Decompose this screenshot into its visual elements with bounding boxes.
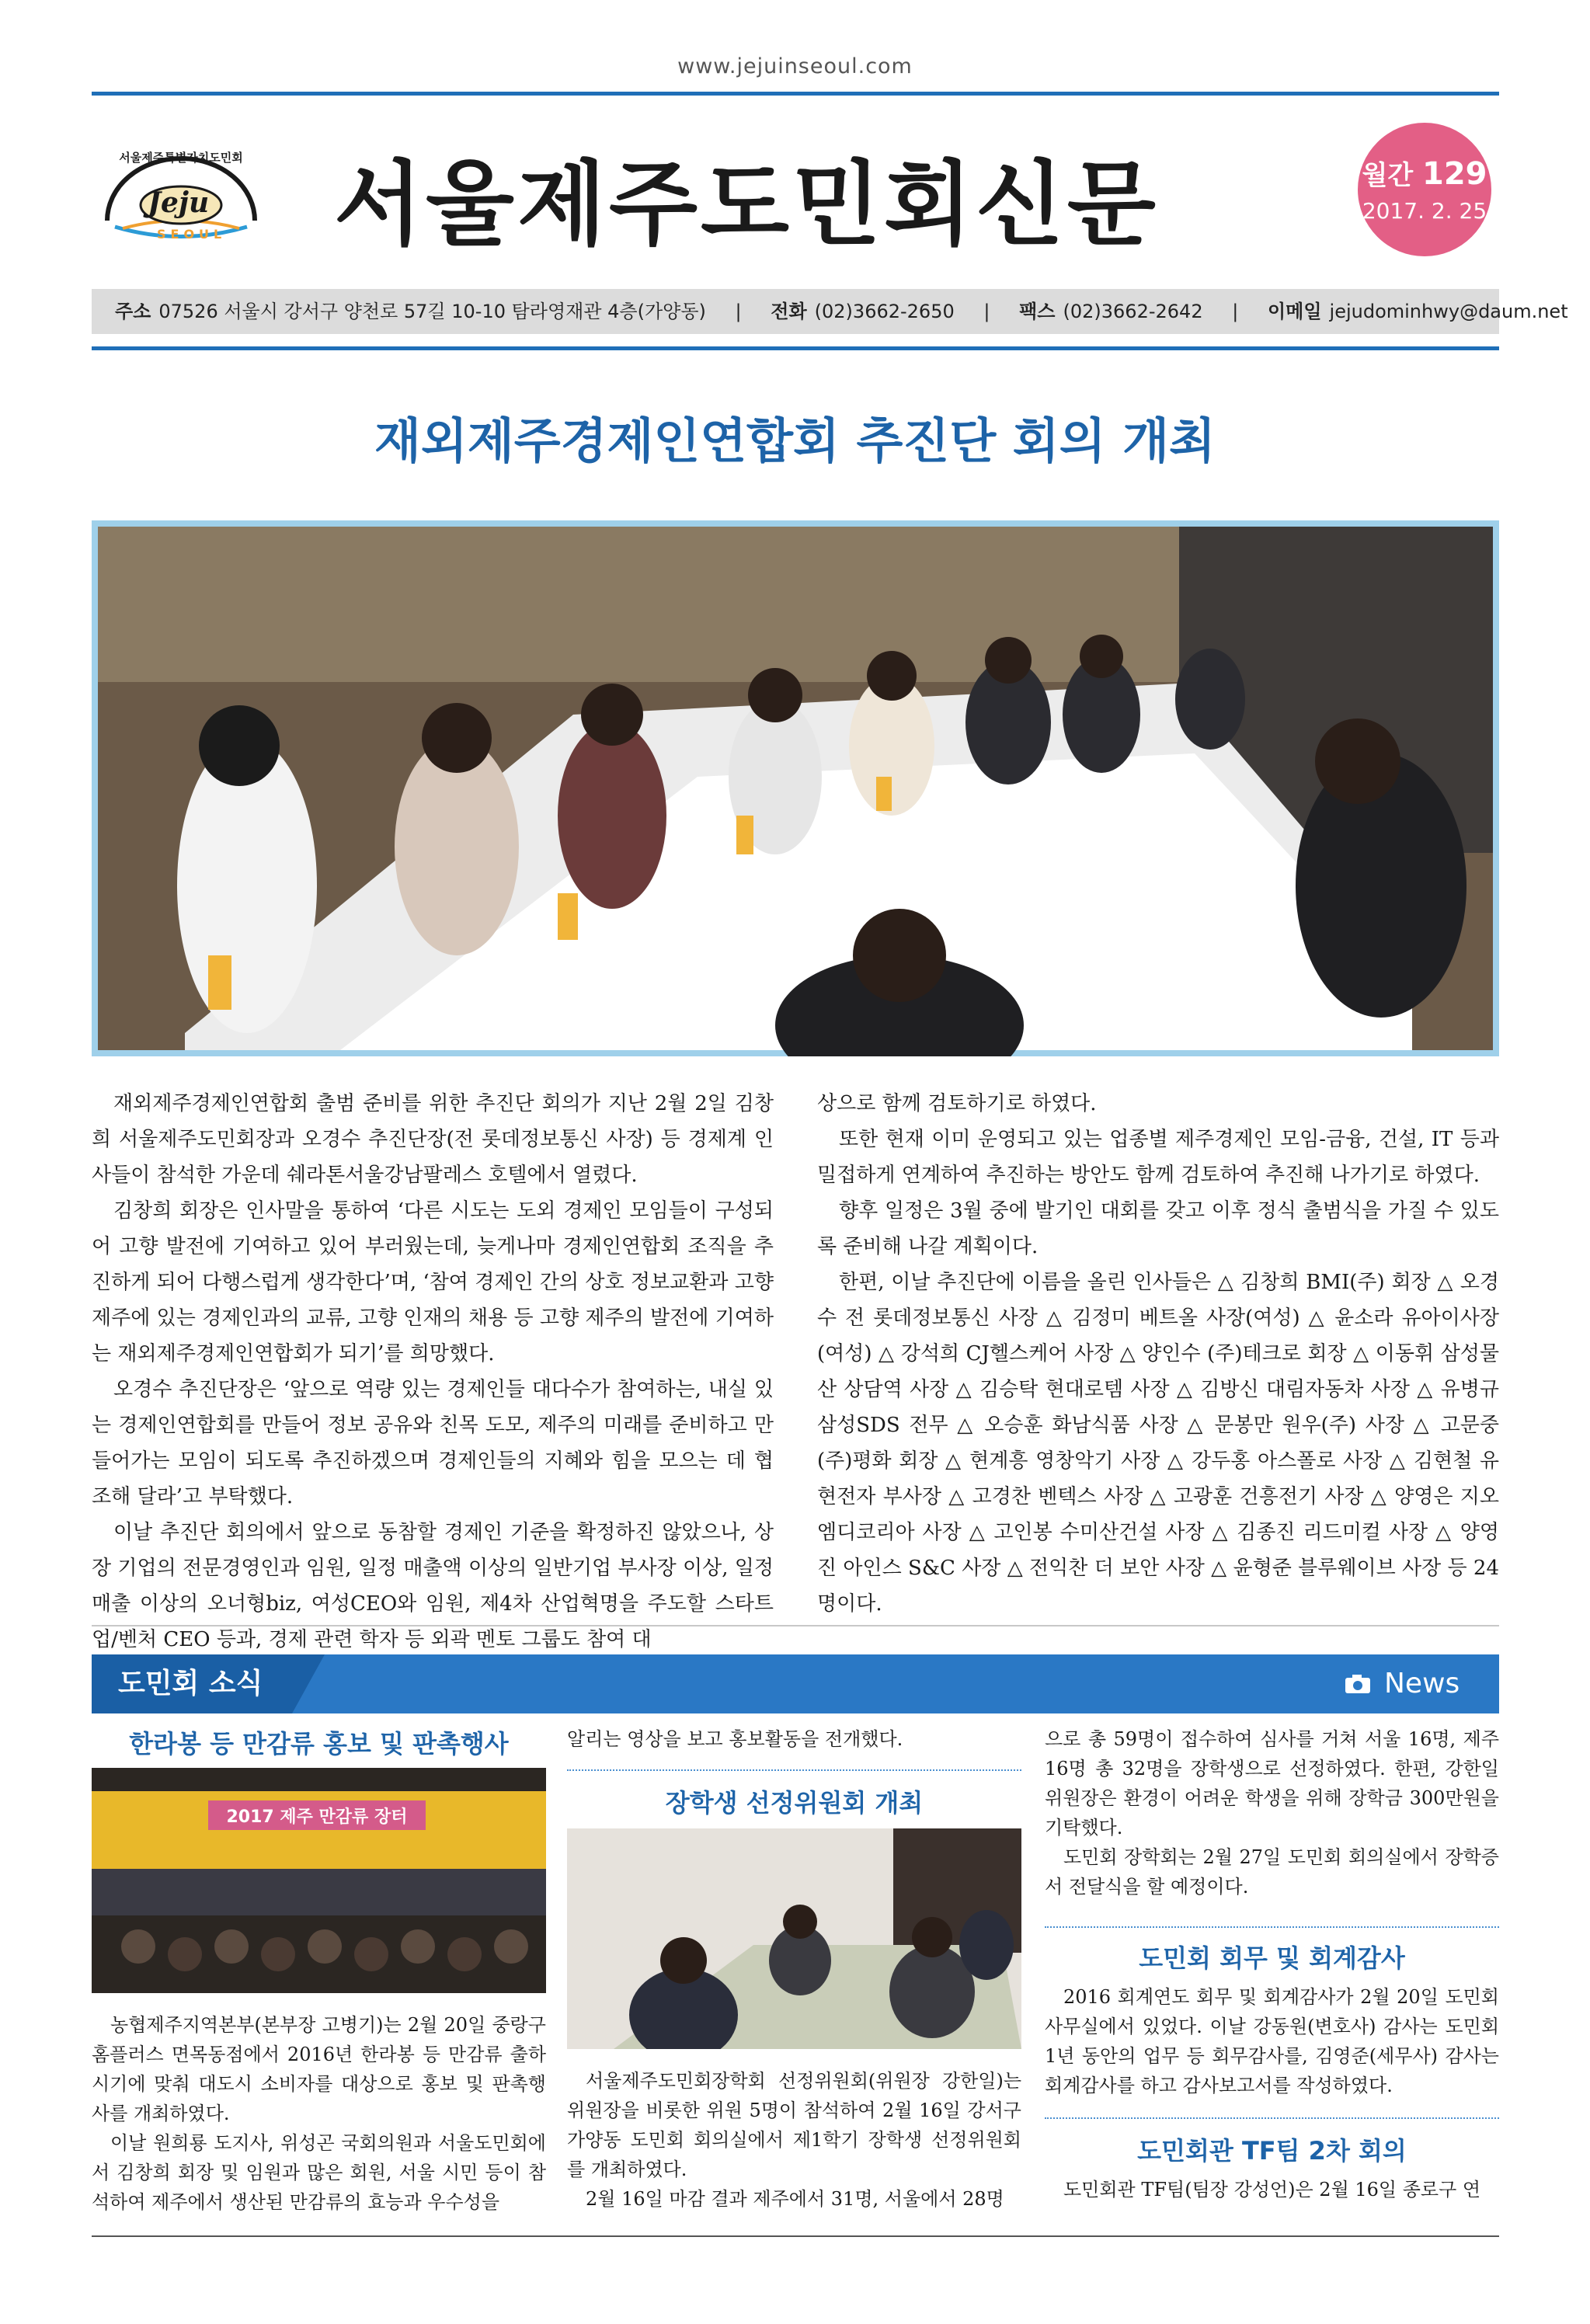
news-paragraph: 도민회관 TF팀(팀장 강성언)은 2월 16일 종로구 연 [1063,2179,1481,2200]
separator: | [735,301,742,322]
header-bottom-rule [92,346,1499,350]
issue-badge [1358,123,1491,256]
article-paragraph: 한편, 이날 추진단에 이름을 올린 인사들은 △ 김창희 BMI(주) 회장 △ 오경수 전 롯데정보통신 사장 △ 김정미 베트올 사장(여성) △ 윤소라 유아이사장(여성) △ 강석희 CJ헬스케어 사장 △ 양인수 (주)테크로 회장 △ 이동휘 삼성물산 상담역 사장 △ 김승탁 현대로템 사장 △ 김방신 대림자동차 사장 △ 유병규 삼성SDS 전무 △ 오승훈 화남식품 사장 △ 문봉만 원우(주) 사장 △ 고문중 (주)평화 회장 △ 현계흥 영창악기 사장 △ 강두홍 아스폴로 사장 △ 김현철 유현전자 부사장 △ 고경찬 벤텍스 사장 △ 고광훈 건흥전기 사장 △ 양영은 지오엠디코리아 사장 △ 고인봉 수미산건설 사장 △ 김종진 리드미컬 사장 △ 양영진 아인스 S&C 사장 △ 전익찬 더 보안 사장 △ 윤형준 블루웨이브 사장 등 24명이다. [817,1271,1499,1616]
news-section-title: 도민회 소식 [118,1668,263,1700]
news-paragraph: 으로 총 59명이 접수하여 심사를 거쳐 서울 16명, 제주 16명 총 32명을 장학생으로 선정하였다. 한편, 강한일 위원장은 환경이 어려운 학생을 위해 장학금 300만원을 기탁했다. [1045,1728,1499,1839]
site-url: www.jejuinseoul.com [677,54,913,78]
article-paragraph: 이날 추진단 회의에서 앞으로 동참할 경제인 기준을 확정하진 않았으나, 상장 기업의 전문경영인과 임원, 일정 매출액 이상의 일반기업 부사장 이상, 일정 매출 이상의 오너형biz, 여성CEO와 임원, 제4차 산업혁명을 주도할 스타트업/벤처 CEO 등과, 경제 관련 학자 등 외곽 멘토 그룹도 참여 대 [92,1521,774,1651]
fax-label: 팩스 [1019,301,1056,322]
address-label: 주소 [115,301,151,322]
camera-icon [1344,1673,1372,1695]
logo [92,149,270,242]
news-paragraph: 2016 회계연도 회무 및 회계감사가 2월 20일 도민회 사무실에서 있었다. 이날 강동원(변호사) 감사는 도민회 1년 동안의 업무 등 회무감사를, 김영준(세무사) 감사는 회계감사를 하고 감사보고서를 작성하였다. [1045,1986,1499,2096]
phone-value: (02)3662-2650 [814,301,955,322]
dotted-divider [567,1769,1021,1771]
audit-body [1045,1982,1499,2100]
news-label: News [1384,1668,1460,1700]
hallabong-photo [92,1768,546,1993]
event-banner-text: 2017 제주 만감류 장터 [226,1807,408,1827]
contact-bar [92,289,1568,334]
news-headline-tf: 도민회관 TF팀 2차 회의 [1137,2136,1407,2166]
email-label: 이메일 [1267,301,1322,322]
col3-top-text [1045,1724,1499,1901]
article-left-column [92,1086,774,1658]
article-paragraph: 김창희 회장은 인사말을 통하여 ‘다른 시도는 도외 경제인 모임들이 구성되어 고향 발전에 기여하고 있어 부러웠는데, 늦게나마 경제인연합회 조직을 추진하게 되어 다행스럽게 생각한다’며, ‘참여 경제인 간의 상호 정보교환과 고향 제주에 있는 경제인과의 교류, 고향 인재의 채용 등 고향 제주의 발전에 기여하는 재외제주경제인연합회가 되기’를 희망했다. [92,1199,774,1366]
logo-ring-text: 서울제주특별자치도민회 [119,151,243,165]
newspaper-title: 서울제주도민회신문 [334,150,1159,258]
article-paragraph: 상으로 함께 검토하기로 하였다. [817,1092,1097,1115]
news-paragraph: 이날 원희룡 도지사, 위성곤 국회의원과 서울도민회에서 김창희 회장 및 임원과 많은 회원, 서울 시민 등이 참석하여 제주에서 생산된 만감류의 효능과 우수성을 [92,2132,546,2213]
email-value: jejudominhwy@daum.net [1329,301,1568,322]
fax-value: (02)3662-2642 [1063,301,1203,322]
top-rule [92,92,1499,96]
news-paragraph: 서울제주도민회장학회 선정위원회(위원장 강한일)는 위원장을 비롯한 위원 5명이 참석하여 2월 16일 강서구 가양동 도민회 회의실에서 제1학기 장학생 선정위원회를 개최하였다. [567,2070,1021,2180]
hallabong-event-illustration [92,1768,546,1993]
dotted-divider [1045,2117,1499,2119]
phone-label: 전화 [771,301,807,322]
tf-body [1045,2175,1499,2204]
scholarship-meeting-illustration [567,1828,1021,2049]
article-paragraph: 또한 현재 이미 운영되고 있는 업종별 제주경제인 모임-금융, 건설, IT 등과 밀접하게 연계하여 추진하는 방안도 함께 검토하여 추진해 나가기로 하였다. [817,1128,1499,1187]
article-paragraph: 재외제주경제인연합회 출범 준비를 위한 추진단 회의가 지난 2월 2일 김창희 서울제주도민회장과 오경수 추진단장(전 롯데정보통신 사장) 등 경제계 인사들이 참석한 가운데 쉐라톤서울강남팔레스 호텔에서 열렸다. [92,1092,774,1187]
issue-number: 129 [1422,156,1487,192]
article-paragraph: 오경수 추진단장은 ‘앞으로 역량 있는 경제인들 대다수가 참여하는, 내실 있는 경제인연합회를 만들어 정보 공유와 친목 도모, 제주의 미래를 준비하고 만들어가는 모임이 되도록 추진하겠으며 경제인들의 지혜와 힘을 모으는 데 협조해 달라’고 부탁했다. [92,1378,774,1508]
news-headline-hallabong: 한라봉 등 만감류 홍보 및 판촉행사 [129,1729,509,1759]
logo-sub: SEOUL [157,227,227,242]
scholarship-photo [567,1828,1021,2049]
address-value: 07526 서울시 강서구 양천로 57길 10-10 탐라영재관 4층(가양동) [158,301,706,322]
article-right-column [817,1086,1499,1622]
page-bottom-rule [92,2235,1499,2237]
article-paragraph: 향후 일정은 3월 중에 발기인 대회를 갖고 이후 정식 출범식을 가질 수 있도록 준비해 나갈 계획이다. [817,1199,1499,1258]
news-paragraph: 도민회 장학회는 2월 27일 도민회 회의실에서 장학증서 전달식을 할 예정이다. [1045,1846,1499,1898]
issue-date: 2017. 2. 25 [1362,198,1487,224]
news-headline-audit: 도민회 회무 및 회계감사 [1139,1943,1405,1973]
main-headline: 재외제주경제인연합회 추진단 회의 개최 [374,412,1216,469]
news-paragraph: 알리는 영상을 보고 홍보활동을 전개했다. [567,1728,903,1750]
separator: | [983,301,990,322]
news-label-group [1344,1654,1460,1713]
scholarship-body [567,2066,1021,2214]
meeting-photo [92,520,1499,1056]
issue-label: 월간 [1362,160,1414,191]
col2-top-text [567,1724,1021,1754]
news-paragraph: 2월 16일 마감 결과 제주에서 31명, 서울에서 28명 [586,2188,1004,2210]
dotted-divider [1045,1926,1499,1928]
separator: | [1232,301,1239,322]
news-headline-scholarship: 장학생 선정위원회 개최 [665,1788,924,1818]
logo-word: Jeju [148,186,210,219]
news-paragraph: 농협제주지역본부(본부장 고병기)는 2월 20일 중랑구 홈플러스 면목동점에서 2016년 한라봉 등 만감류 출하시기에 맞춰 대도시 소비자를 대상으로 홍보 및 판촉행사를 개최하였다. [92,2014,546,2124]
hallabong-body [92,2010,546,2217]
section-divider [92,1625,1499,1626]
meeting-photo-illustration [92,520,1499,1056]
